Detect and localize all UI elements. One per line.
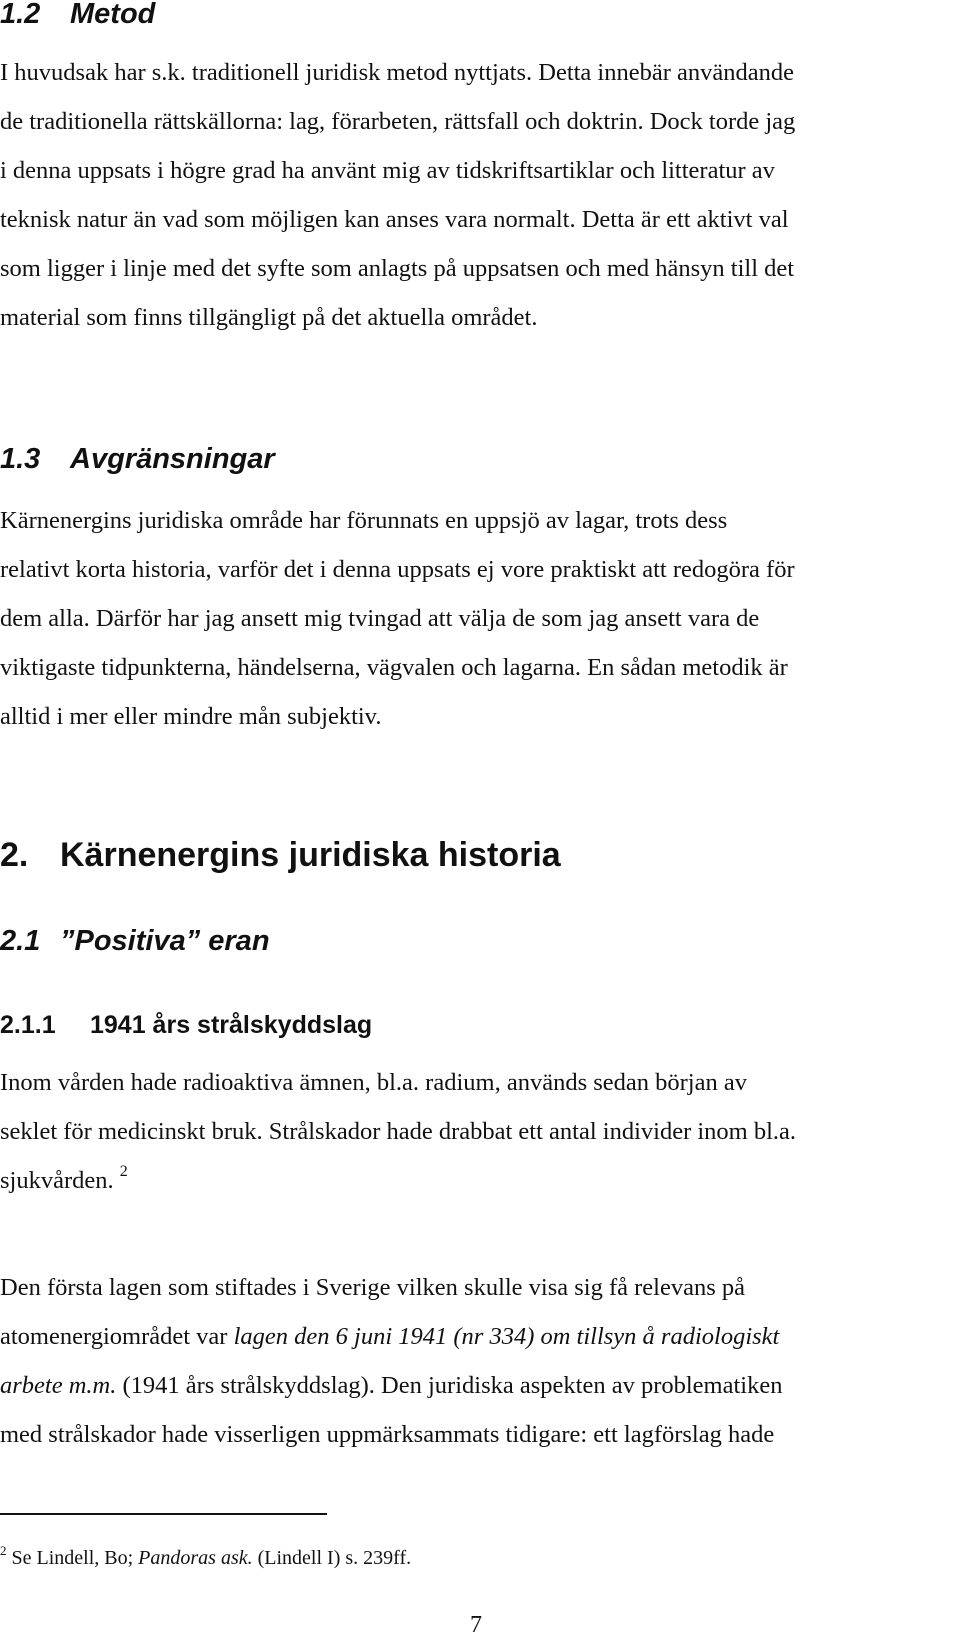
subsection-heading <box>0 1013 372 1038</box>
paragraph-text: (1941 års strålskyddslag). Den juridiska aspekten av problematiken <box>116 1372 783 1399</box>
section-heading-avgransningar <box>0 445 275 474</box>
footnote-number: 2 <box>0 1543 7 1558</box>
section-number: 1.2 <box>0 0 41 30</box>
section-title: Avgränsningar <box>70 443 275 475</box>
subsection-number: 2.1.1 <box>0 1011 56 1039</box>
chapter-title: Kärnenergins juridiska historia <box>60 836 561 874</box>
section-title: ”Positiva” eran <box>60 925 270 957</box>
paragraph-line: som ligger i linje med det syfte som anlagts på uppsatsen och med hänsyn till det <box>0 255 795 282</box>
paragraph-line: teknisk natur än vad som möjligen kan anses vara normalt. Detta är ett aktivt val <box>0 206 789 233</box>
law-title-italic: arbete m.m. <box>0 1372 117 1399</box>
paragraph-line: I huvudsak har s.k. traditionell juridisk metod nyttjats. Detta innebär användande <box>0 59 795 86</box>
paragraph-line <box>0 1374 782 1399</box>
paragraph-line: relativt korta historia, varför det i denna uppsats ej vore praktiskt att redogöra för <box>0 556 795 583</box>
footnote-text: Se Lindell, Bo; <box>6 1547 139 1569</box>
footnote-reference[interactable]: 2 <box>119 1163 128 1180</box>
paragraph-line: viktigaste tidpunkterna, händelserna, vägvalen och lagarna. En sådan metodik är <box>0 654 788 681</box>
footnote-text: (Lindell I) s. 239ff. <box>252 1547 412 1569</box>
paragraph-text: atomenergiområdet var <box>0 1323 234 1350</box>
paragraph-line: de traditionella rättskällorna: lag, förarbeten, rättsfall och doktrin. Dock torde jag <box>0 108 796 135</box>
paragraph-line: dem alla. Därför har jag ansett mig tvingad att välja de som jag ansett vara de <box>0 605 760 632</box>
section-number: 1.3 <box>0 443 41 475</box>
paragraph-line: Kärnenergins juridiska område har förunnats en uppsjö av lagar, trots dess <box>0 507 728 534</box>
paragraph-text: sjukvården. <box>0 1167 114 1194</box>
section-heading-positiva-eran <box>0 927 270 956</box>
paragraph-line <box>0 1163 128 1194</box>
page-number: 7 <box>470 1612 482 1638</box>
section-number: 2.1 <box>0 925 41 957</box>
footnote-separator <box>0 1513 327 1515</box>
paragraph-line: seklet för medicinskt bruk. Strålskador hade drabbat ett antal individer inom bl.a. <box>0 1118 797 1145</box>
section-heading-metod <box>0 0 155 29</box>
footnote-book-title: Pandoras ask. <box>138 1547 253 1569</box>
paragraph-line: med strålskador hade visserligen uppmärksammats tidigare: ett lagförslag hade <box>0 1421 775 1448</box>
paragraph-line: material som finns tillgängligt på det aktuella området. <box>0 304 538 331</box>
paragraph-line: i denna uppsats i högre grad ha använt mig av tidskriftsartiklar och litteratur av <box>0 157 775 184</box>
footnote <box>0 1543 412 1569</box>
chapter-number: 2. <box>0 836 29 874</box>
paragraph-line: alltid i mer eller mindre mån subjektiv. <box>0 703 382 730</box>
paragraph-line: Den första lagen som stiftades i Sverige vilken skulle visa sig få relevans på <box>0 1274 746 1301</box>
paragraph-line <box>0 1325 779 1350</box>
subsection-title: 1941 års strålskyddslag <box>90 1011 373 1039</box>
section-title: Metod <box>70 0 156 30</box>
chapter-heading <box>0 838 561 872</box>
law-title-italic: lagen den 6 juni 1941 (nr 334) om tillsyn å radiologiskt <box>233 1323 780 1350</box>
paragraph-line: Inom vården hade radioaktiva ämnen, bl.a. radium, används sedan början av <box>0 1069 747 1096</box>
